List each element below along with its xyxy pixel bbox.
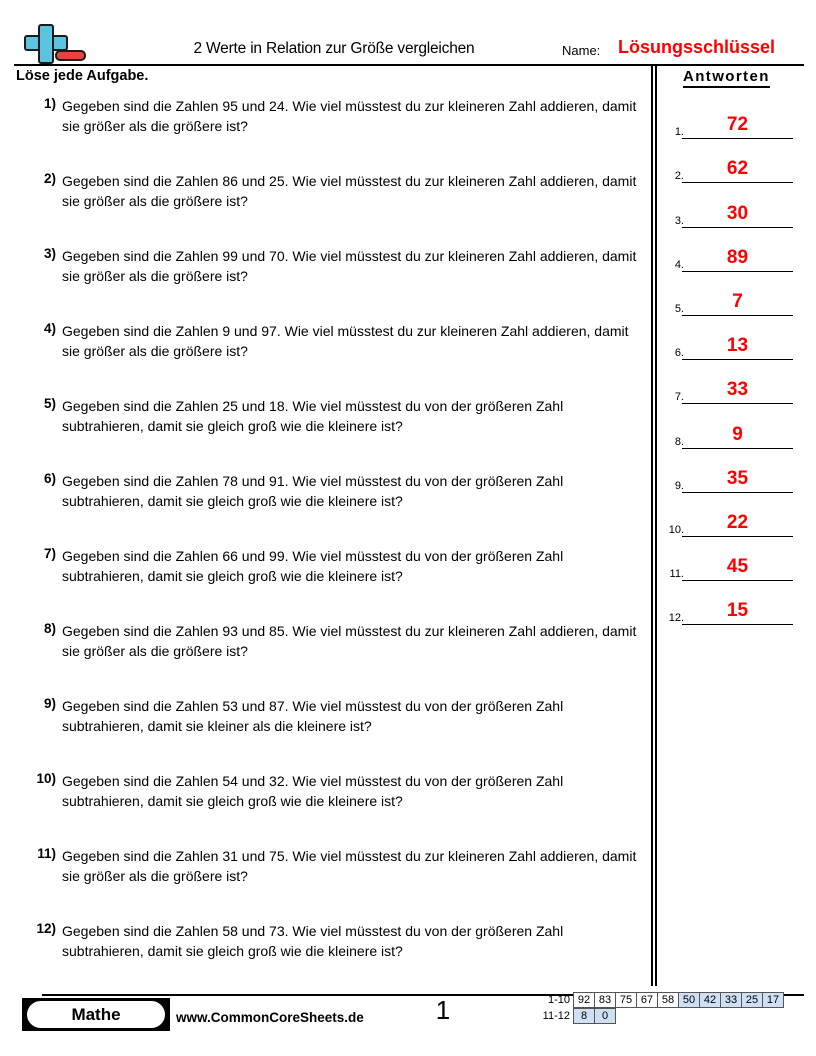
question-text: Gegeben sind die Zahlen 66 und 99. Wie viel müsstest du von der größeren Zahl subtrahieren, damit sie gleich groß wie die kleinere ist? xyxy=(62,548,564,584)
name-label: Name: xyxy=(562,43,601,58)
minus-bar xyxy=(55,50,86,61)
score-cell: 58 xyxy=(657,992,679,1008)
subject-badge xyxy=(22,998,170,1031)
worksheet-header xyxy=(14,22,804,66)
subject-badge-label: Mathe xyxy=(27,1001,165,1028)
score-row xyxy=(528,992,784,1008)
score-cell: 25 xyxy=(741,992,763,1008)
score-cell: 75 xyxy=(615,992,637,1008)
question-number: 6) xyxy=(43,471,56,486)
answer-value: 62 xyxy=(726,158,749,180)
score-cell: 0 xyxy=(594,1008,616,1024)
score-cell: 67 xyxy=(636,992,658,1008)
question-item xyxy=(16,471,644,546)
answer-item xyxy=(660,144,806,188)
question-text: Gegeben sind die Zahlen 31 und 75. Wie viel müsstest du zur kleineren Zahl addieren, damit sie größer als die größere ist? xyxy=(62,848,637,884)
answer-item xyxy=(660,454,806,498)
score-cell-empty xyxy=(657,1008,679,1024)
answer-item xyxy=(660,542,806,586)
question-text: Gegeben sind die Zahlen 53 und 87. Wie viel müsstest du von der größeren Zahl subtrahieren, damit sie kleiner als die kleinere ist? xyxy=(62,698,564,734)
answer-value: 33 xyxy=(726,379,749,401)
question-item xyxy=(16,96,644,171)
question-item xyxy=(16,921,644,996)
answer-number: 4. xyxy=(674,258,684,271)
answer-value: 15 xyxy=(726,600,749,622)
score-cell: 83 xyxy=(594,992,616,1008)
site-url: www.CommonCoreSheets.de xyxy=(176,1010,364,1025)
answer-number: 3. xyxy=(674,214,684,227)
score-cell-empty xyxy=(720,1008,742,1024)
question-text: Gegeben sind die Zahlen 86 und 25. Wie viel müsstest du zur kleineren Zahl addieren, damit sie größer als die größere ist? xyxy=(62,173,637,209)
answer-item xyxy=(660,586,806,630)
score-row xyxy=(528,1008,784,1024)
answer-number: 10. xyxy=(668,523,684,536)
answer-item xyxy=(660,321,806,365)
answer-item xyxy=(660,277,806,321)
score-cell-empty xyxy=(636,1008,658,1024)
question-text: Gegeben sind die Zahlen 25 und 18. Wie viel müsstest du von der größeren Zahl subtrahieren, damit sie gleich groß wie die kleinere ist? xyxy=(62,398,564,434)
answer-key-badge: Lösungsschlüssel xyxy=(618,37,776,57)
score-row-label: 1-10 xyxy=(547,994,570,1006)
question-number: 4) xyxy=(43,321,56,336)
answer-number: 7. xyxy=(674,391,684,404)
answer-value: 30 xyxy=(726,202,749,224)
question-number: 7) xyxy=(43,546,56,561)
question-item xyxy=(16,696,644,771)
answer-number: 1. xyxy=(674,126,684,139)
answer-item xyxy=(660,188,806,232)
answer-value: 89 xyxy=(726,246,749,268)
answer-item xyxy=(660,498,806,542)
answer-value: 45 xyxy=(726,556,749,578)
answers-column-heading: Antworten xyxy=(683,68,770,88)
answer-number: 6. xyxy=(674,347,684,360)
answer-number: 11. xyxy=(669,568,684,581)
score-grid xyxy=(528,992,784,1024)
question-number: 1) xyxy=(43,96,56,111)
score-cell-empty xyxy=(615,1008,637,1024)
question-text: Gegeben sind die Zahlen 9 und 97. Wie viel müsstest du zur kleineren Zahl addieren, damit sie größer als die größere ist? xyxy=(62,323,629,359)
question-item xyxy=(16,771,644,846)
question-item xyxy=(16,171,644,246)
score-cell: 8 xyxy=(573,1008,595,1024)
answer-value: 9 xyxy=(732,423,743,445)
question-number: 5) xyxy=(43,396,56,411)
answer-number: 9. xyxy=(674,479,684,492)
score-cell: 50 xyxy=(678,992,700,1008)
answer-item xyxy=(660,409,806,453)
question-number: 8) xyxy=(43,621,56,636)
answer-value: 72 xyxy=(726,114,749,136)
score-cell-empty xyxy=(741,1008,763,1024)
score-row-label: 11-12 xyxy=(542,1010,570,1022)
score-cell-empty xyxy=(699,1008,721,1024)
answer-value: 13 xyxy=(726,335,749,357)
question-number: 3) xyxy=(43,246,56,261)
question-text: Gegeben sind die Zahlen 93 und 85. Wie viel müsstest du zur kleineren Zahl addieren, damit sie größer als die größere ist? xyxy=(62,623,637,659)
question-number: 9) xyxy=(43,696,56,711)
question-item xyxy=(16,321,644,396)
score-cell: 42 xyxy=(699,992,721,1008)
question-text: Gegeben sind die Zahlen 78 und 91. Wie viel müsstest du von der größeren Zahl subtrahieren, damit sie gleich groß wie die kleinere ist? xyxy=(62,473,564,509)
question-item xyxy=(16,621,644,696)
question-text: Gegeben sind die Zahlen 58 und 73. Wie viel müsstest du von der größeren Zahl subtrahieren, damit sie gleich groß wie die kleinere ist? xyxy=(62,923,564,959)
question-number: 2) xyxy=(43,171,56,186)
score-cell: 33 xyxy=(720,992,742,1008)
question-item xyxy=(16,546,644,621)
score-cell-empty xyxy=(678,1008,700,1024)
score-cell: 17 xyxy=(762,992,784,1008)
question-number: 11) xyxy=(37,846,56,861)
answer-value: 22 xyxy=(726,511,749,533)
score-cell-empty xyxy=(762,1008,784,1024)
question-number: 12) xyxy=(36,921,56,936)
answer-number: 8. xyxy=(674,435,684,448)
question-number: 10) xyxy=(36,771,56,786)
answer-item xyxy=(660,233,806,277)
page-number: 1 xyxy=(435,995,451,1025)
plus-center-fill xyxy=(40,37,52,49)
page-title: 2 Werte in Relation zur Größe vergleichen xyxy=(193,40,475,57)
answer-number: 5. xyxy=(674,302,684,315)
score-cell: 92 xyxy=(573,992,595,1008)
answer-list xyxy=(660,100,806,630)
answer-number: 12. xyxy=(668,612,684,625)
question-item xyxy=(16,246,644,321)
question-list xyxy=(16,96,644,996)
column-divider xyxy=(651,66,657,986)
answer-item xyxy=(660,365,806,409)
header-divider xyxy=(14,64,804,66)
answer-number: 2. xyxy=(674,170,684,183)
answer-value: 35 xyxy=(726,467,749,489)
question-text: Gegeben sind die Zahlen 99 und 70. Wie viel müsstest du zur kleineren Zahl addieren, damit sie größer als die größere ist? xyxy=(62,248,637,284)
question-text: Gegeben sind die Zahlen 95 und 24. Wie viel müsstest du zur kleineren Zahl addieren, damit sie größer als die größere ist? xyxy=(62,98,637,134)
plus-minus-icon xyxy=(14,22,86,66)
directions-text: Löse jede Aufgabe. xyxy=(16,68,149,84)
question-item xyxy=(16,846,644,921)
question-item xyxy=(16,396,644,471)
question-text: Gegeben sind die Zahlen 54 und 32. Wie viel müsstest du von der größeren Zahl subtrahieren, damit sie gleich groß wie die kleinere ist? xyxy=(62,773,564,809)
answer-item xyxy=(660,100,806,144)
answer-value: 7 xyxy=(732,290,743,312)
